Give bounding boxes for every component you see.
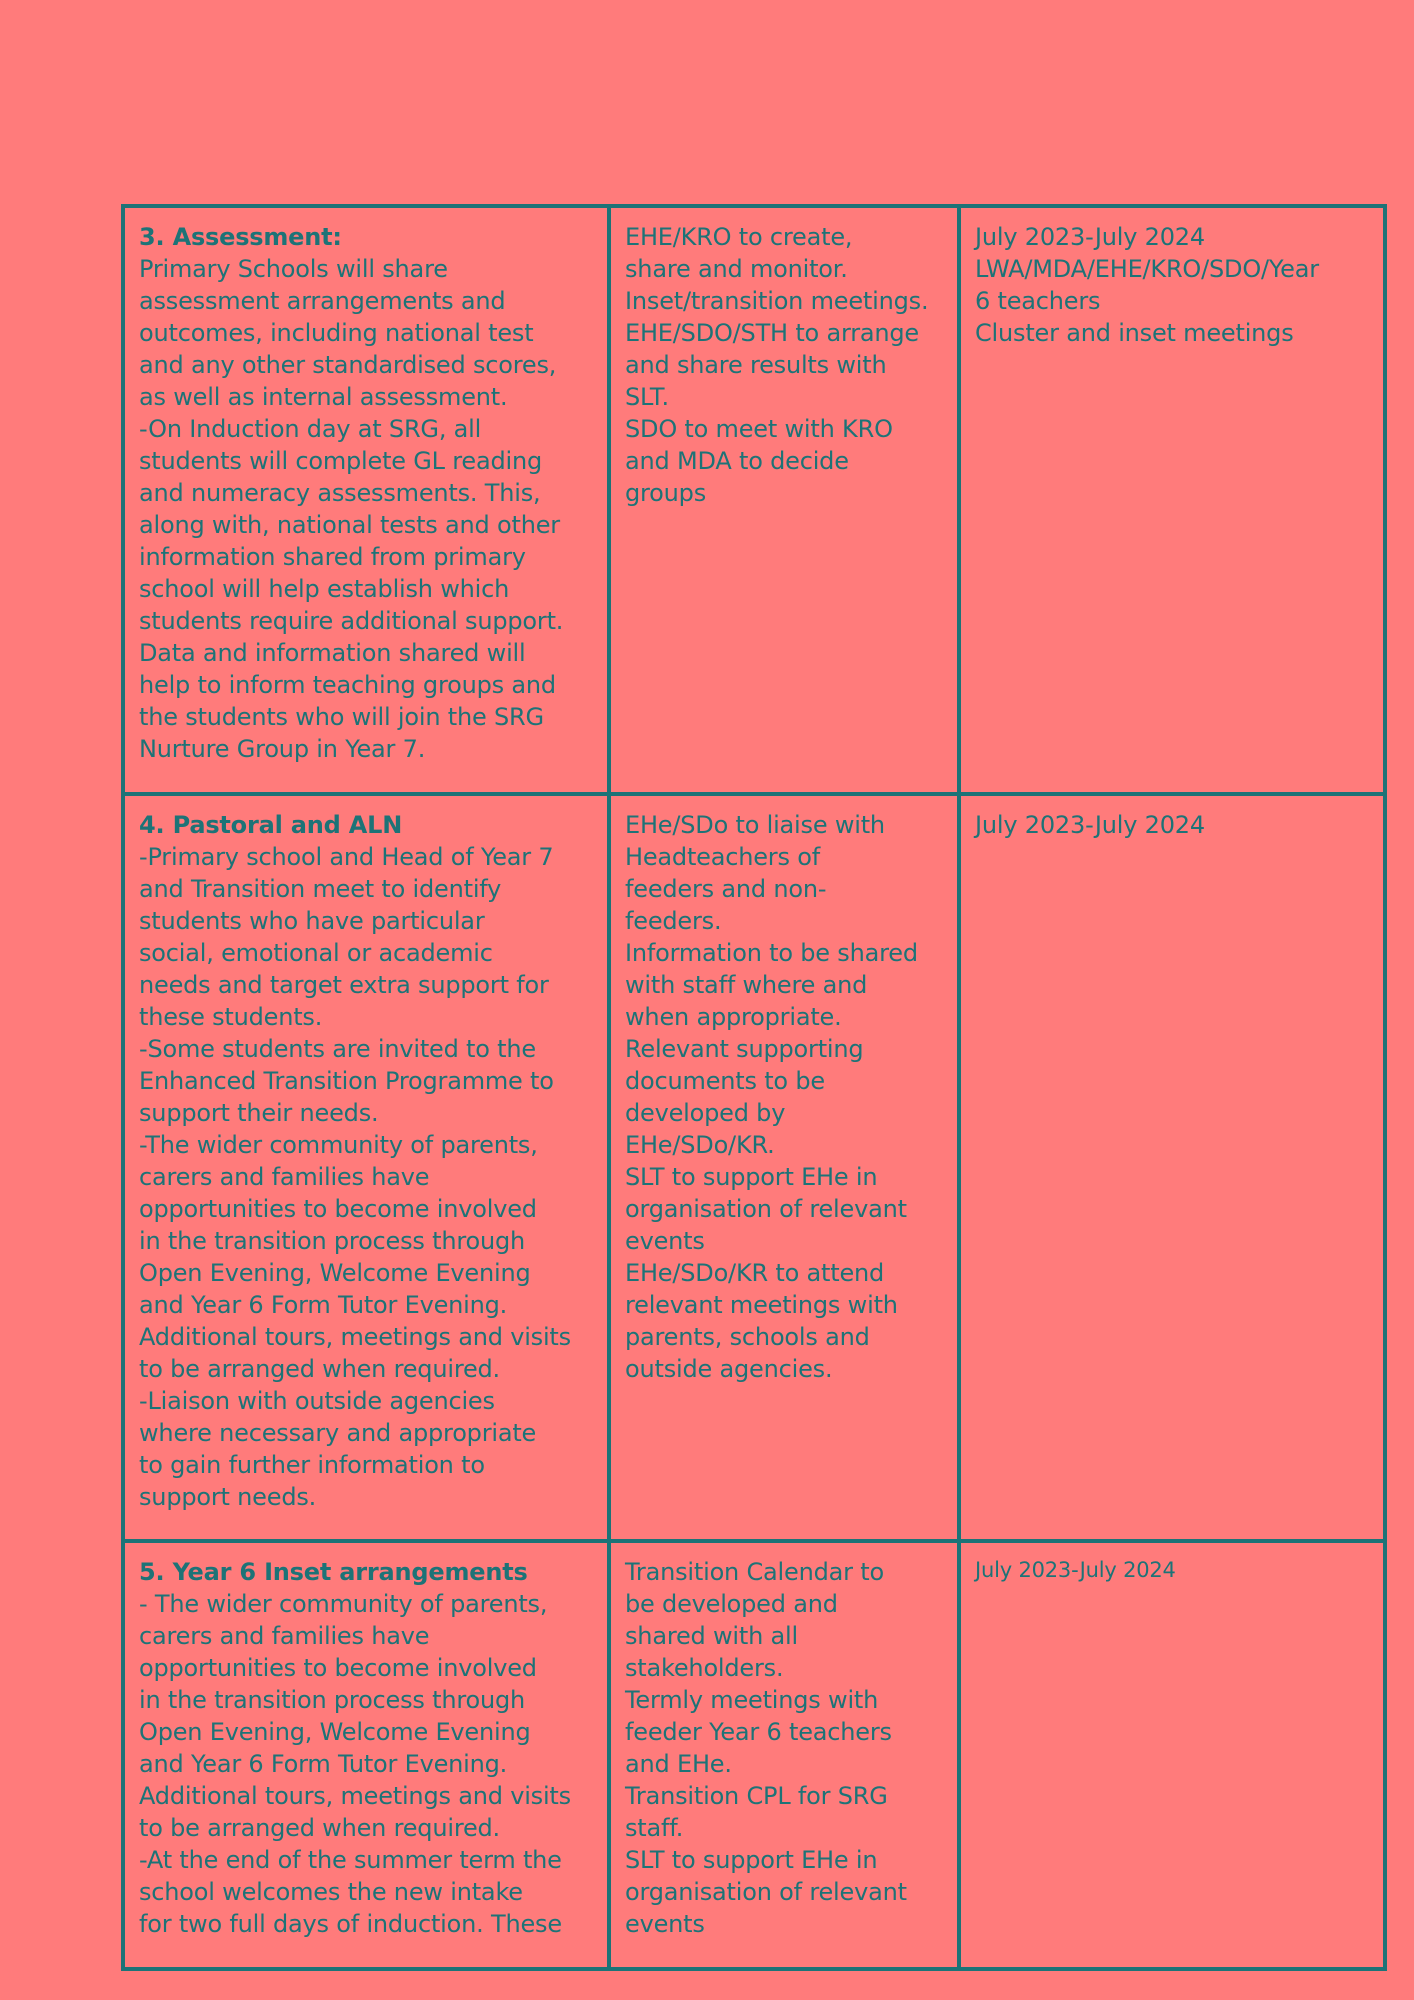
text-line: students require additional support. — [139, 607, 564, 635]
text-line: Cluster and inset meetings — [975, 319, 1294, 347]
section-heading: 4. Pastoral and ALN — [139, 811, 403, 839]
text-line: -The wider community of parents, — [139, 1131, 538, 1159]
timescale-lines — [975, 809, 1369, 841]
text-line: feeders and non- — [625, 875, 827, 903]
text-line: Relevant supporting — [625, 1035, 864, 1063]
text-line: documents to be — [625, 1067, 825, 1095]
table-row — [123, 794, 1385, 1541]
text-line: for two full days of induction. These — [139, 1910, 562, 1938]
text-line: stakeholders. — [625, 1654, 784, 1682]
text-line: Additional tours, meetings and visits — [139, 1323, 571, 1351]
text-line: needs and target extra support for — [139, 971, 549, 999]
text-line: and MDA to decide — [625, 447, 849, 475]
text-line: Primary Schools will share — [139, 255, 448, 283]
text-line: Termly meetings with — [625, 1686, 879, 1714]
text-line: shared with all — [625, 1622, 798, 1650]
text-line: staff. — [625, 1814, 684, 1842]
text-line: and any other standardised scores, — [139, 351, 557, 379]
text-line: support needs. — [139, 1483, 317, 1511]
actions-cell — [609, 1541, 959, 1969]
text-line: -On Induction day at SRG, all — [139, 415, 482, 443]
text-line: Open Evening, Welcome Evening — [139, 1718, 531, 1746]
description-lines — [139, 253, 593, 765]
text-line: be developed and — [625, 1590, 838, 1618]
table-row — [123, 1541, 1385, 1969]
text-line: and Transition meet to identify — [139, 875, 502, 903]
text-line: SLT to support EHe in — [625, 1163, 878, 1191]
text-line: when appropriate. — [625, 1003, 842, 1031]
section-heading: 3. Assessment: — [139, 223, 342, 251]
text-line: students who have particular — [139, 907, 485, 935]
text-line: relevant meetings with — [625, 1291, 898, 1319]
text-line: SDO to meet with KRO — [625, 415, 893, 443]
section-heading: 5. Year 6 Inset arrangements — [139, 1558, 528, 1586]
text-line: Headteachers of — [625, 843, 820, 871]
actions-lines — [625, 1556, 943, 1940]
text-line: social, emotional or academic — [139, 939, 493, 967]
text-line: Transition CPL for SRG — [625, 1782, 888, 1810]
description-cell — [123, 1541, 609, 1969]
timescale-cell — [959, 206, 1385, 794]
text-line: July 2023-July 2024 — [975, 223, 1205, 251]
text-line: July 2023-July 2024 — [975, 811, 1205, 839]
text-line: feeder Year 6 teachers — [625, 1718, 892, 1746]
text-line: students will complete GL reading — [139, 447, 543, 475]
text-line: and numeracy assessments. This, — [139, 479, 541, 507]
text-line: -At the end of the summer term the — [139, 1846, 562, 1874]
text-line: to be arranged when required. — [139, 1355, 500, 1383]
text-line: Additional tours, meetings and visits — [139, 1782, 571, 1810]
text-line: assessment arrangements and — [139, 287, 506, 315]
timescale-lines — [975, 1556, 1369, 1584]
text-line: feeders. — [625, 907, 722, 935]
text-line: and EHe. — [625, 1750, 732, 1778]
text-line: EHe/SDo to liaise with — [625, 811, 885, 839]
text-line: where necessary and appropriate — [139, 1419, 537, 1447]
text-line: outcomes, including national test — [139, 319, 534, 347]
text-line: share and monitor. — [625, 255, 848, 283]
text-line: LWA/MDA/EHE/KRO/SDO/Year — [975, 255, 1319, 283]
text-line: Transition Calendar to — [625, 1558, 884, 1586]
text-line: Open Evening, Welcome Evening — [139, 1259, 531, 1287]
text-line: organisation of relevant — [625, 1878, 907, 1906]
text-line: - The wider community of parents, — [139, 1590, 548, 1618]
timescale-cell — [959, 794, 1385, 1541]
text-line: help to inform teaching groups and — [139, 671, 556, 699]
text-line: opportunities to become involved — [139, 1195, 537, 1223]
timescale-lines — [975, 221, 1369, 349]
timescale-cell — [959, 1541, 1385, 1969]
text-line: organisation of relevant — [625, 1195, 907, 1223]
description-cell — [123, 206, 609, 794]
actions-lines — [625, 809, 943, 1385]
actions-cell — [609, 794, 959, 1541]
description-lines — [139, 1588, 593, 1940]
actions-lines — [625, 221, 943, 509]
text-line: with staff where and — [625, 971, 868, 999]
text-line: EHE/KRO to create, — [625, 223, 853, 251]
text-line: information shared from primary — [139, 543, 526, 571]
text-line: Nurture Group in Year 7. — [139, 735, 426, 763]
actions-cell — [609, 206, 959, 794]
text-line: and Year 6 Form Tutor Evening. — [139, 1291, 508, 1319]
text-line: July 2023-July 2024 — [975, 1558, 1176, 1582]
text-line: events — [625, 1227, 705, 1255]
text-line: Information to be shared — [625, 939, 918, 967]
text-line: these students. — [139, 1003, 323, 1031]
text-line: outside agencies. — [625, 1355, 833, 1383]
text-line: carers and families have — [139, 1622, 430, 1650]
text-line: 6 teachers — [975, 287, 1101, 315]
table-body — [123, 206, 1385, 1969]
text-line: Enhanced Transition Programme to — [139, 1067, 554, 1095]
transition-plan-table — [121, 204, 1387, 1971]
text-line: as well as internal assessment. — [139, 383, 508, 411]
text-line: SLT. — [625, 383, 669, 411]
description-lines — [139, 841, 593, 1513]
text-line: developed by — [625, 1099, 786, 1127]
text-line: EHE/SDO/STH to arrange — [625, 319, 919, 347]
text-line: groups — [625, 479, 707, 507]
text-line: to gain further information to — [139, 1451, 485, 1479]
text-line: in the transition process through — [139, 1227, 526, 1255]
text-line: EHe/SDo/KR to attend — [625, 1259, 885, 1287]
table-row — [123, 206, 1385, 794]
text-line: parents, schools and — [625, 1323, 870, 1351]
text-line: carers and families have — [139, 1163, 430, 1191]
text-line: opportunities to become involved — [139, 1654, 537, 1682]
description-cell — [123, 794, 609, 1541]
text-line: -Some students are invited to the — [139, 1035, 536, 1063]
text-line: school welcomes the new intake — [139, 1878, 523, 1906]
text-line: -Primary school and Head of Year 7 — [139, 843, 554, 871]
text-line: school will help establish which — [139, 575, 510, 603]
text-line: EHe/SDo/KR. — [625, 1131, 775, 1159]
text-line: Data and information shared will — [139, 639, 526, 667]
text-line: support their needs. — [139, 1099, 379, 1127]
text-line: -Liaison with outside agencies — [139, 1387, 495, 1415]
text-line: events — [625, 1910, 705, 1938]
text-line: along with, national tests and other — [139, 511, 560, 539]
text-line: and share results with — [625, 351, 887, 379]
text-line: and Year 6 Form Tutor Evening. — [139, 1750, 508, 1778]
text-line: SLT to support EHe in — [625, 1846, 878, 1874]
text-line: in the transition process through — [139, 1686, 526, 1714]
text-line: Inset/transition meetings. — [625, 287, 929, 315]
text-line: the students who will join the SRG — [139, 703, 544, 731]
text-line: to be arranged when required. — [139, 1814, 500, 1842]
